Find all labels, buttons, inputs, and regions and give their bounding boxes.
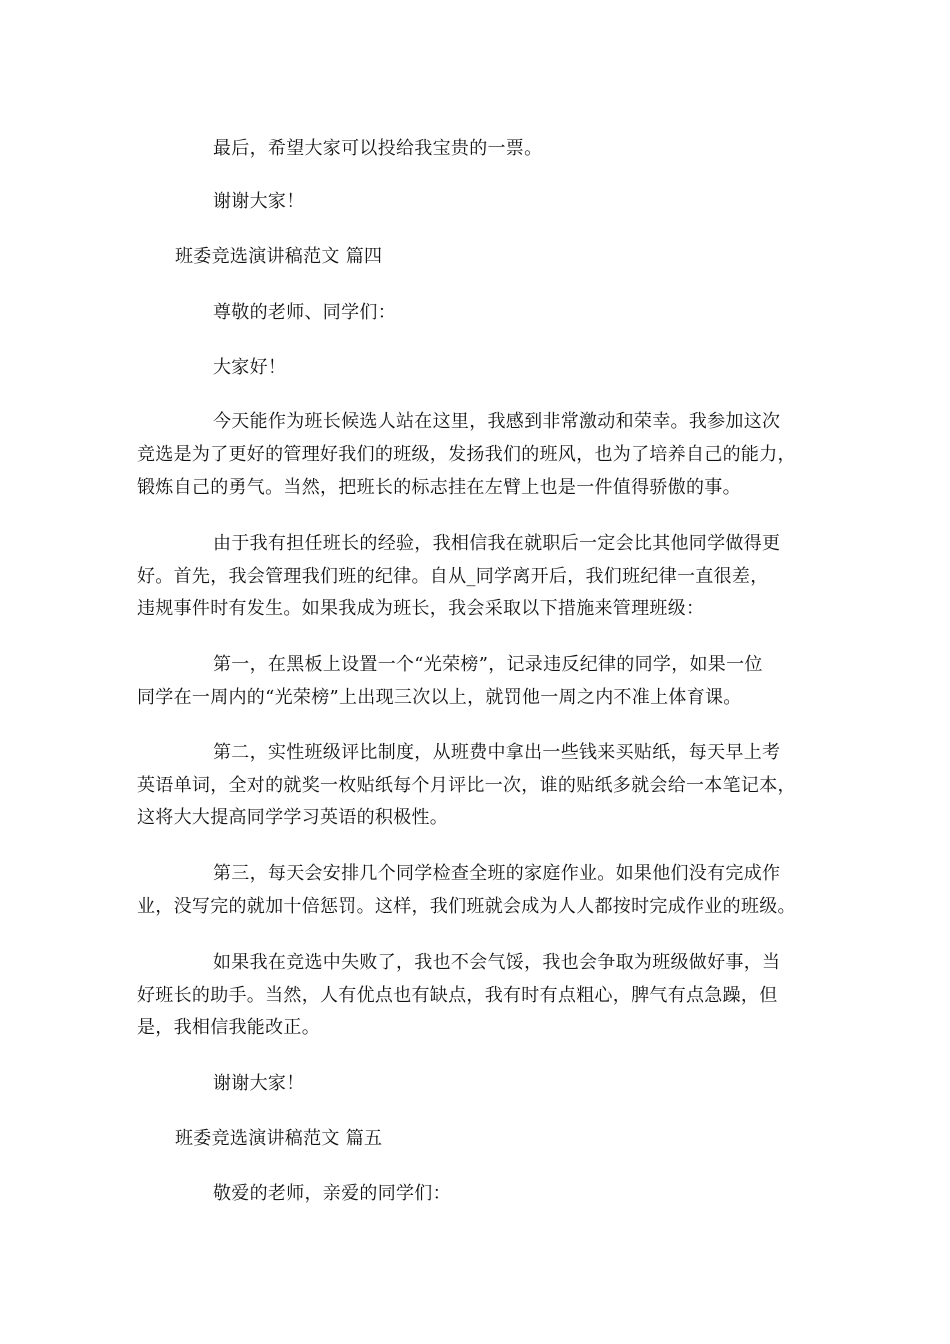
thanks-line-2: 谢谢大家！ xyxy=(213,1073,305,1094)
para-second-line: 这将大大提高同学学习英语的积极性。 xyxy=(137,807,449,828)
salutation-5: 敬爱的老师，亲爱的同学们： xyxy=(213,1183,451,1204)
section-heading-5: 班委竞选演讲稿范文 篇五 xyxy=(175,1128,383,1149)
para-second-line: 第二，实性班级评比制度，从班费中拿出一些钱来买贴纸，每天早上考 xyxy=(213,742,781,763)
para-third-line: 业，没写完的就加十倍惩罚。这样，我们班就会成为人人都按时完成作业的班级。 xyxy=(137,896,796,917)
section-heading-4: 班委竞选演讲稿范文 篇四 xyxy=(175,246,383,267)
para-experience-line: 由于我有担任班长的经验，我相信我在就职后一定会比其他同学做得更 xyxy=(213,533,781,554)
para-second-line: 英语单词，全对的就奖一枚贴纸每个月评比一次，谁的贴纸多就会给一本笔记本， xyxy=(137,775,796,796)
para-first-line: 第一，在黑板上设置一个“光荣榜”，记录违反纪律的同学，如果一位 xyxy=(213,654,763,675)
para-intro-line: 今天能作为班长候选人站在这里，我感到非常激动和荣幸。我参加这次 xyxy=(213,411,781,432)
thanks-line-1: 谢谢大家！ xyxy=(213,191,305,212)
para-experience-line: 违规事件时有发生。如果我成为班长，我会采取以下措施来管理班级： xyxy=(137,598,705,619)
salutation-4: 尊敬的老师、同学们： xyxy=(213,302,396,323)
para-intro-line: 锻炼自己的勇气。当然，把班长的标志挂在左臂上也是一件值得骄傲的事。 xyxy=(137,477,741,498)
para-intro-line: 竞选是为了更好的管理好我们的班级，发扬我们的班风，也为了培养自己的能力， xyxy=(137,444,796,465)
para-fail-line: 好班长的助手。当然，人有优点也有缺点，我有时有点粗心，脾气有点急躁，但 xyxy=(137,985,778,1006)
para-fail-line: 如果我在竞选中失败了，我也不会气馁，我也会争取为班级做好事，当 xyxy=(213,952,781,973)
para-experience-line: 好。首先，我会管理我们班的纪律。自从_同学离开后，我们班纪律一直很差， xyxy=(137,566,769,587)
para-fail-line: 是，我相信我能改正。 xyxy=(137,1017,320,1038)
closing-vote-line: 最后，希望大家可以投给我宝贵的一票。 xyxy=(213,138,543,159)
greeting-4: 大家好！ xyxy=(213,357,287,378)
para-third-line: 第三，每天会安排几个同学检查全班的家庭作业。如果他们没有完成作 xyxy=(213,863,781,884)
para-first-line: 同学在一周内的“光荣榜”上出现三次以上，就罚他一周之内不准上体育课。 xyxy=(137,687,742,708)
